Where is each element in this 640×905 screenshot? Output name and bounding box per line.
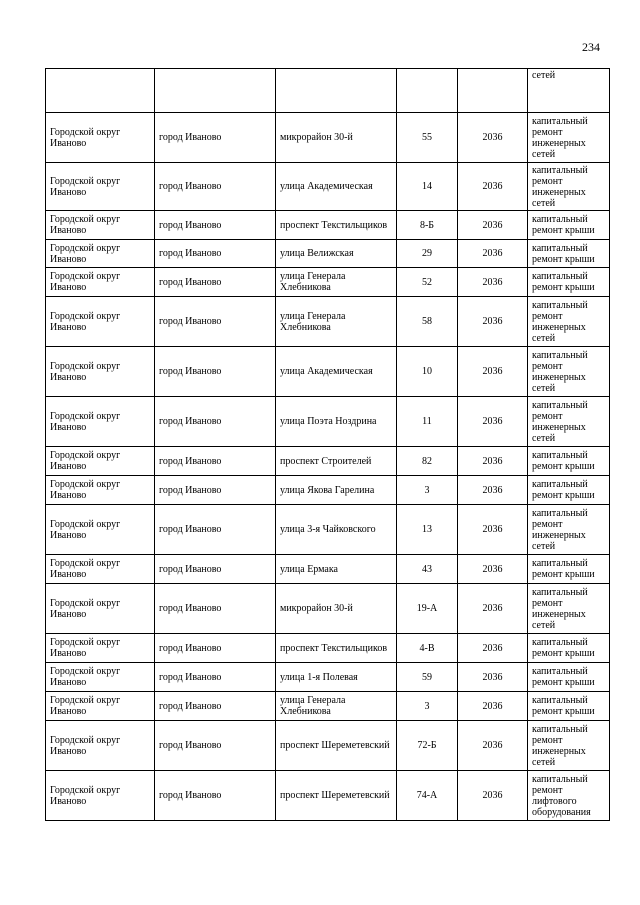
- work-cell: капитальный ремонт инженерных сетей: [528, 721, 610, 771]
- year-cell: 2036: [458, 692, 528, 721]
- house-cell: 11: [397, 397, 458, 447]
- city-cell: [155, 69, 276, 113]
- house-cell: 58: [397, 297, 458, 347]
- okrug-cell: Городской округ Иваново: [46, 634, 155, 663]
- house-cell: 3: [397, 692, 458, 721]
- street-cell: проспект Шереметевский: [276, 721, 397, 771]
- city-cell: город Иваново: [155, 634, 276, 663]
- work-cell: капитальный ремонт инженерных сетей: [528, 584, 610, 634]
- year-cell: 2036: [458, 163, 528, 211]
- street-cell: улица Академическая: [276, 347, 397, 397]
- street-cell: проспект Строителей: [276, 447, 397, 476]
- year-cell: 2036: [458, 211, 528, 240]
- okrug-cell: Городской округ Иваново: [46, 692, 155, 721]
- okrug-cell: Городской округ Иваново: [46, 347, 155, 397]
- okrug-cell: Городской округ Иваново: [46, 771, 155, 821]
- work-cell: капитальный ремонт крыши: [528, 211, 610, 240]
- city-cell: город Иваново: [155, 476, 276, 505]
- year-cell: 2036: [458, 584, 528, 634]
- house-cell: 74-А: [397, 771, 458, 821]
- okrug-cell: Городской округ Иваново: [46, 163, 155, 211]
- house-cell: 4-В: [397, 634, 458, 663]
- work-cell: капитальный ремонт крыши: [528, 447, 610, 476]
- city-cell: город Иваново: [155, 113, 276, 163]
- table-row: [46, 211, 610, 240]
- okrug-cell: Городской округ Иваново: [46, 476, 155, 505]
- work-cell: капитальный ремонт крыши: [528, 240, 610, 268]
- work-cell: капитальный ремонт лифтового оборудования: [528, 771, 610, 821]
- table-row: [46, 634, 610, 663]
- table-row: [46, 397, 610, 447]
- work-cell: сетей: [528, 69, 610, 113]
- year-cell: 2036: [458, 476, 528, 505]
- work-cell: капитальный ремонт инженерных сетей: [528, 297, 610, 347]
- okrug-cell: Городской округ Иваново: [46, 268, 155, 297]
- work-cell: капитальный ремонт крыши: [528, 663, 610, 692]
- year-cell: 2036: [458, 663, 528, 692]
- house-cell: 19-А: [397, 584, 458, 634]
- street-cell: улица Академическая: [276, 163, 397, 211]
- house-cell: 72-Б: [397, 721, 458, 771]
- work-cell: капитальный ремонт крыши: [528, 555, 610, 584]
- house-cell: 13: [397, 505, 458, 555]
- city-cell: город Иваново: [155, 584, 276, 634]
- okrug-cell: [46, 69, 155, 113]
- street-cell: улица 3-я Чайковского: [276, 505, 397, 555]
- street-cell: улица Ермака: [276, 555, 397, 584]
- table-row: [46, 268, 610, 297]
- work-cell: капитальный ремонт инженерных сетей: [528, 505, 610, 555]
- city-cell: город Иваново: [155, 447, 276, 476]
- table-row: [46, 692, 610, 721]
- okrug-cell: Городской округ Иваново: [46, 211, 155, 240]
- year-cell: 2036: [458, 505, 528, 555]
- work-cell: капитальный ремонт крыши: [528, 634, 610, 663]
- street-cell: улица Велижская: [276, 240, 397, 268]
- repair-schedule-table: [45, 68, 610, 821]
- year-cell: 2036: [458, 113, 528, 163]
- okrug-cell: Городской округ Иваново: [46, 584, 155, 634]
- street-cell: улица 1-я Полевая: [276, 663, 397, 692]
- work-cell: капитальный ремонт инженерных сетей: [528, 347, 610, 397]
- city-cell: город Иваново: [155, 555, 276, 584]
- okrug-cell: Городской округ Иваново: [46, 505, 155, 555]
- house-cell: 52: [397, 268, 458, 297]
- table-body: [46, 69, 610, 821]
- house-cell: 29: [397, 240, 458, 268]
- city-cell: город Иваново: [155, 771, 276, 821]
- city-cell: город Иваново: [155, 721, 276, 771]
- house-cell: [397, 69, 458, 113]
- city-cell: город Иваново: [155, 505, 276, 555]
- street-cell: улица Генерала Хлебникова: [276, 268, 397, 297]
- house-cell: 55: [397, 113, 458, 163]
- table-row: [46, 505, 610, 555]
- okrug-cell: Городской округ Иваново: [46, 555, 155, 584]
- street-cell: улица Генерала Хлебникова: [276, 297, 397, 347]
- okrug-cell: Городской округ Иваново: [46, 663, 155, 692]
- street-cell: проспект Текстильщиков: [276, 211, 397, 240]
- house-cell: 8-Б: [397, 211, 458, 240]
- page-number: 234: [582, 40, 600, 54]
- okrug-cell: Городской округ Иваново: [46, 397, 155, 447]
- table-row: [46, 297, 610, 347]
- city-cell: город Иваново: [155, 163, 276, 211]
- house-cell: 59: [397, 663, 458, 692]
- table-row: [46, 555, 610, 584]
- street-cell: проспект Шереметевский: [276, 771, 397, 821]
- table-row: [46, 584, 610, 634]
- table-row-continuation: [46, 69, 610, 113]
- house-cell: 3: [397, 476, 458, 505]
- year-cell: 2036: [458, 771, 528, 821]
- street-cell: улица Якова Гарелина: [276, 476, 397, 505]
- city-cell: город Иваново: [155, 397, 276, 447]
- year-cell: 2036: [458, 447, 528, 476]
- street-cell: микрорайон 30-й: [276, 113, 397, 163]
- house-cell: 14: [397, 163, 458, 211]
- work-cell: капитальный ремонт крыши: [528, 268, 610, 297]
- table-row: [46, 476, 610, 505]
- year-cell: 2036: [458, 240, 528, 268]
- city-cell: город Иваново: [155, 240, 276, 268]
- table-row: [46, 347, 610, 397]
- work-cell: капитальный ремонт инженерных сетей: [528, 397, 610, 447]
- street-cell: проспект Текстильщиков: [276, 634, 397, 663]
- house-cell: 10: [397, 347, 458, 397]
- table-row: [46, 663, 610, 692]
- year-cell: 2036: [458, 397, 528, 447]
- year-cell: [458, 69, 528, 113]
- table-row: [46, 113, 610, 163]
- year-cell: 2036: [458, 634, 528, 663]
- street-cell: улица Генерала Хлебникова: [276, 692, 397, 721]
- city-cell: город Иваново: [155, 663, 276, 692]
- city-cell: город Иваново: [155, 297, 276, 347]
- city-cell: город Иваново: [155, 268, 276, 297]
- work-cell: капитальный ремонт крыши: [528, 476, 610, 505]
- house-cell: 43: [397, 555, 458, 584]
- table-row: [46, 447, 610, 476]
- street-cell: [276, 69, 397, 113]
- year-cell: 2036: [458, 555, 528, 584]
- city-cell: город Иваново: [155, 347, 276, 397]
- city-cell: город Иваново: [155, 692, 276, 721]
- table-row: [46, 771, 610, 821]
- okrug-cell: Городской округ Иваново: [46, 447, 155, 476]
- work-cell: капитальный ремонт инженерных сетей: [528, 163, 610, 211]
- city-cell: город Иваново: [155, 211, 276, 240]
- street-cell: микрорайон 30-й: [276, 584, 397, 634]
- street-cell: улица Поэта Ноздрина: [276, 397, 397, 447]
- okrug-cell: Городской округ Иваново: [46, 721, 155, 771]
- okrug-cell: Городской округ Иваново: [46, 297, 155, 347]
- table-row: [46, 163, 610, 211]
- work-cell: капитальный ремонт инженерных сетей: [528, 113, 610, 163]
- year-cell: 2036: [458, 347, 528, 397]
- table-row: [46, 240, 610, 268]
- table-row: [46, 721, 610, 771]
- year-cell: 2036: [458, 297, 528, 347]
- year-cell: 2036: [458, 268, 528, 297]
- okrug-cell: Городской округ Иваново: [46, 113, 155, 163]
- year-cell: 2036: [458, 721, 528, 771]
- work-cell: капитальный ремонт крыши: [528, 692, 610, 721]
- house-cell: 82: [397, 447, 458, 476]
- okrug-cell: Городской округ Иваново: [46, 240, 155, 268]
